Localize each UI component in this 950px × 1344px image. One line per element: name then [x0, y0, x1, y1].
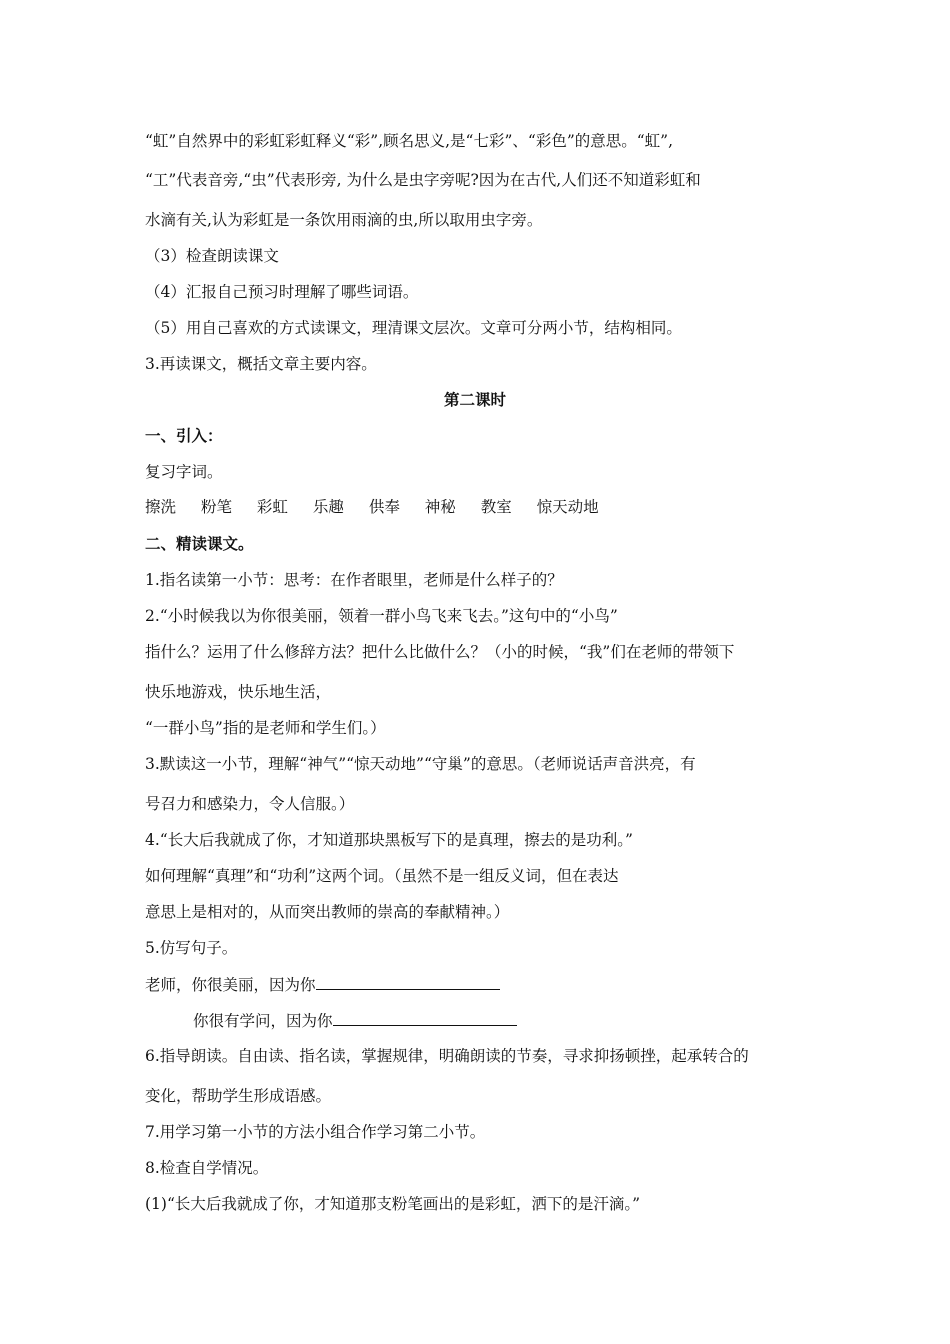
text-line: 4.“长大后我就成了你，才知道那块黑板写下的是真理，擦去的是功利。” — [145, 831, 633, 849]
fill-in-line — [145, 973, 500, 996]
review-word: 粉笔 — [200, 498, 232, 516]
heading-intro: 一、引入： — [145, 426, 223, 445]
heading-close-reading: 二、精读课文。 — [145, 534, 254, 553]
fill-in-line — [193, 1009, 517, 1032]
text-line: 2.“小时候我以为你很美丽，领着一群小鸟飞来飞去。”这句中的“小鸟” — [145, 607, 618, 625]
section-title: 第二课时 — [443, 390, 506, 409]
text-line: （4）汇报自己预习时理解了哪些词语。 — [145, 283, 419, 301]
text-line: （5）用自己喜欢的方式读课文，理清课文层次。文章可分两小节，结构相同。 — [145, 319, 682, 337]
fill-in-prefix: 你很有学问，因为你 — [193, 1012, 333, 1030]
text-line: (1)“长大后我就成了你，才知道那支粉笔画出的是彩虹，洒下的是汗滴。” — [145, 1195, 641, 1213]
text-line: 7.用学习第一小节的方法小组合作学习第二小节。 — [145, 1123, 486, 1141]
fill-in-prefix: 老师，你很美丽，因为你 — [145, 976, 316, 994]
text-line: 号召力和感染力，令人信服。） — [145, 795, 355, 813]
review-word-list — [145, 496, 619, 518]
review-word: 擦洗 — [145, 498, 177, 516]
review-label: 复习字词。 — [145, 463, 223, 481]
fill-in-blank[interactable] — [333, 1009, 517, 1026]
text-line: 3.默读这一小节，理解“神气”“惊天动地”“守巢”的意思。（老师说话声音洪亮，有 — [145, 755, 696, 773]
text-line: 快乐地游戏，快乐地生活， — [145, 683, 332, 701]
text-line: 水滴有关,认为彩虹是一条饮用雨滴的虫,所以取用虫字旁。 — [145, 211, 543, 229]
text-line: “一群小鸟”指的是老师和学生们。） — [145, 719, 386, 737]
text-line: （3）检查朗读课文 — [145, 247, 279, 265]
text-line: “虹”自然界中的彩虹彩虹释义“彩”,顾名思义,是“七彩”、“彩色”的意思。“虹”, — [145, 132, 674, 150]
review-word: 乐趣 — [312, 498, 344, 516]
text-line: 变化，帮助学生形成语感。 — [145, 1087, 332, 1105]
text-line: 如何理解“真理”和“功利”这两个词。（虽然不是一组反义词，但在表达 — [145, 867, 619, 885]
text-line: 8.检查自学情况。 — [145, 1159, 269, 1177]
review-word: 惊天动地 — [536, 498, 599, 516]
review-word: 供奉 — [368, 498, 400, 516]
text-line: 1.指名读第一小节：思考：在作者眼里，老师是什么样子的？ — [145, 571, 563, 589]
review-word: 彩虹 — [256, 498, 288, 516]
text-line: “工”代表音旁,“虫”代表形旁, 为什么是虫字旁呢?因为在古代,人们还不知道彩虹和 — [145, 171, 701, 189]
text-line: 指什么？运用了什么修辞方法？把什么比做什么？（小的时候，“我”们在老师的带领下 — [145, 643, 735, 661]
text-line: 5.仿写句子。 — [145, 939, 238, 957]
review-word: 神秘 — [424, 498, 456, 516]
text-line: 6.指导朗读。自由读、指名读，掌握规律，明确朗读的节奏，寻求抑扬顿挫，起承转合的 — [145, 1047, 749, 1065]
fill-in-blank[interactable] — [316, 973, 500, 990]
text-line: 意思上是相对的，从而突出教师的崇高的奉献精神。） — [145, 903, 510, 921]
text-line: 3.再读课文，概括文章主要内容。 — [145, 355, 377, 373]
review-word: 教室 — [480, 498, 512, 516]
